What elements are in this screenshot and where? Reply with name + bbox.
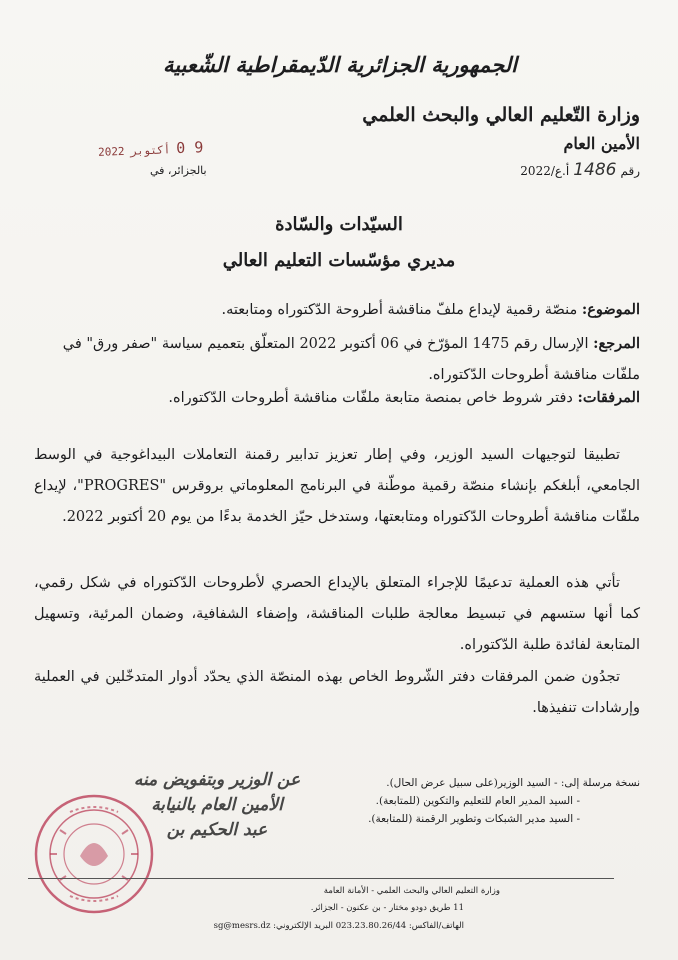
reference-number	[520, 160, 640, 180]
footer-line1: وزارة التعليم العالي والبحث العلمي - الأمانة العامة	[323, 886, 500, 896]
date-stamp-day: 0 9	[175, 138, 204, 158]
footer-divider	[28, 878, 614, 879]
date-stamp-month: أكتوبر	[130, 143, 171, 158]
signature-line2: الأمين العام بالنيابة	[151, 795, 283, 815]
body-paragraph-1: تطبيقا لتوجيهات السيد الوزير، وفي إطار تعزيز تدابير رقمنة التعاملات البيداغوجية في الوسط الجامعي، أبلغكم بإنشاء منصّة رقمية موطّنة في البرنامج المعلوماتي بروقرس "PROGRES"، لإيداع ملفّات مناقشة أطروحات الدّكتوراه ومتابعتها، وستدخل حيّز الخدمة بدءًا من يوم 20 أكتوبر 2022.	[34, 447, 640, 525]
place-line: بالجزائر، في	[150, 164, 207, 177]
subject-line	[34, 294, 640, 326]
copies-title: نسخة مرسلة إلى: - السيد الوزير(على سبيل عرض الحال).	[386, 777, 640, 789]
reference-label: المرجع:	[593, 335, 640, 352]
date-stamp-year: 2022	[97, 144, 125, 159]
ref-number-handwritten: 1486	[573, 160, 617, 180]
footer-line2: 11 طريق دودو مختار - بن عكنون - الجزائر.	[310, 903, 464, 913]
official-seal-stamp	[30, 790, 158, 918]
ref-prefix: رقم	[620, 164, 640, 178]
date-stamp	[98, 138, 204, 160]
attachments-line	[34, 382, 640, 414]
ref-suffix: أ.ع/2022	[520, 164, 570, 178]
subject-label: الموضوع:	[581, 301, 640, 318]
attachments-label: المرفقات:	[577, 389, 640, 406]
republic-heading: الجمهورية الجزائرية الدّيمقراطية الشّعبية	[162, 52, 517, 77]
addressee-line2: مديري مؤسّسات التعليم العالي	[222, 250, 456, 271]
ministry-name: وزارة التّعليم العالي والبحث العلمي	[362, 104, 640, 126]
footer-line3: الهاتف/الفاكس: 023.23.80.26/44 البريد الإلكتروني: sg@mesrs.dz	[213, 921, 464, 931]
attachments-text: دفتر شروط خاص بمنصة متابعة ملفّات مناقشة أطروحات الدّكتوراه.	[168, 390, 573, 406]
copies-item: - السيد المدير العام للتعليم والتكوين (للمتابعة).	[375, 795, 580, 807]
signature-name: عبد الحكيم بن	[166, 820, 268, 840]
body-paragraph-3: تجدُون ضمن المرفقات دفتر الشّروط الخاص بهذه المنصّة الذي يحدّد أدوار المتدخّلين في العملية وإرشادات تنفيذها.	[34, 669, 640, 716]
secretary-general-title: الأمين العام	[563, 134, 640, 153]
addressee-line1: السيّدات والسّادة	[275, 214, 403, 235]
signature-line1: عن الوزير وبتفويض منه	[133, 770, 301, 790]
copies-item: - السيد مدير الشبكات وتطوير الرقمنة (للمتابعة).	[368, 813, 580, 825]
copies-list	[350, 774, 640, 828]
body-paragraph-2: تأتي هذه العملية تدعيمًا للإجراء المتعلق بالإيداع الحصري لأطروحات الدّكتوراه في شكل رقمي، كما أنها ستسهم في تبسيط معالجة طلبات المناقشة، وإضفاء الشفافية، وضمان المرئية، وتسهيل المتابعة لفائدة طلبة الدّكتوراه.	[34, 575, 640, 653]
reference-text: الإرسال رقم 1475 المؤرّخ في 06 أكتوبر 2022 المتعلّق بتعميم سياسة "صفر ورق" في ملفّات مناقشة أطروحات الدّكتوراه.	[62, 336, 640, 383]
seal-icon	[30, 790, 158, 918]
subject-text: منصّة رقمية لإيداع ملفّ مناقشة أطروحة الدّكتوراه ومتابعته.	[221, 302, 578, 318]
